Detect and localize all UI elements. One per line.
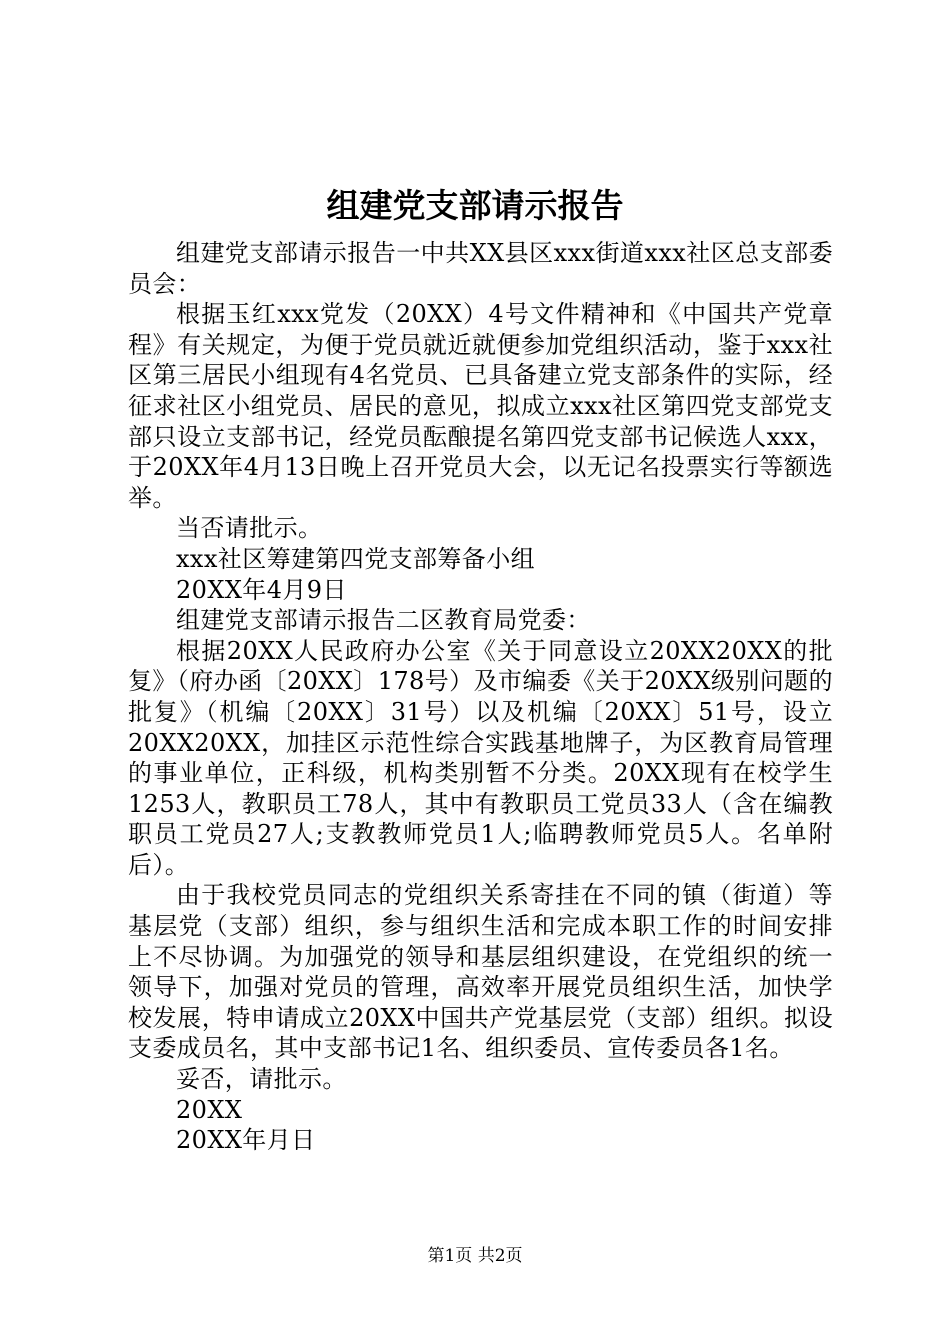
paragraph-2: 根据玉红xxx党发（20XX）4号文件精神和《中国共产党章程》有关规定，为便于党员就近就便参加党组织活动，鉴于xxx社区第三居民小组现有4名党员、已具备建立党支部条件的实际，经征求社区小组党员、居民的意见，拟成立xxx社区第四党支部党支部只设立支部书记，经党员酝酿提名第四党支部书记候选人xxx，于20XX年4月13日晚上召开党员大会，以无记名投票实行等额选举。: [128, 300, 833, 512]
paragraph-3: 当否请批示。: [176, 514, 323, 543]
paragraph-6: 组建党支部请示报告二区教育局党委：: [176, 606, 591, 635]
document-title: 组建党支部请示报告: [326, 186, 624, 225]
paragraph-10: 20XX: [176, 1095, 243, 1124]
paragraph-7: 根据20XX人民政府办公室《关于同意设立20XX20XX的批复》（府办函〔20XX〕178号）及市编委《关于20XX级别问题的批复》（机编〔20XX〕31号）以及机编〔20XX〕51号，设立20XX20XX，加挂区示范性综合实践基地牌子，为区教育局管理的事业单位，正科级，机构类别暂不分类。20XX现有在校学生1253人，教职员工78人，其中有教职员工党员33人（含在编教职员工党员27人;支教教师党员1人;临聘教师党员5人。名单附后）。: [128, 636, 833, 879]
paragraph-8: 由于我校党员同志的党组织关系寄挂在不同的镇（街道）等基层党（支部）组织，参与组织生活和完成本职工作的时间安排上不尽协调。为加强党的领导和基层组织建设，在党组织的统一领导下，加强对党员的管理，高效率开展党员组织生活，加快学校发展，特申请成立20XX中国共产党基层党（支部）组织。拟设支委成员名，其中支部书记1名、组织委员、宣传委员各1名。: [128, 881, 833, 1063]
page-number-footer: 第1页 共2页: [427, 1246, 523, 1266]
paragraph-5: 20XX年4月9日: [176, 575, 347, 604]
paragraph-11: 20XX年月日: [176, 1126, 316, 1155]
document-body: [128, 238, 833, 1156]
paragraph-4: xxx社区筹建第四党支部筹备小组: [176, 544, 536, 573]
paragraph-9: 妥否，请批示。: [176, 1065, 347, 1094]
paragraph-1: 组建党支部请示报告一中共XX县区xxx街道xxx社区总支部委员会：: [128, 239, 833, 298]
